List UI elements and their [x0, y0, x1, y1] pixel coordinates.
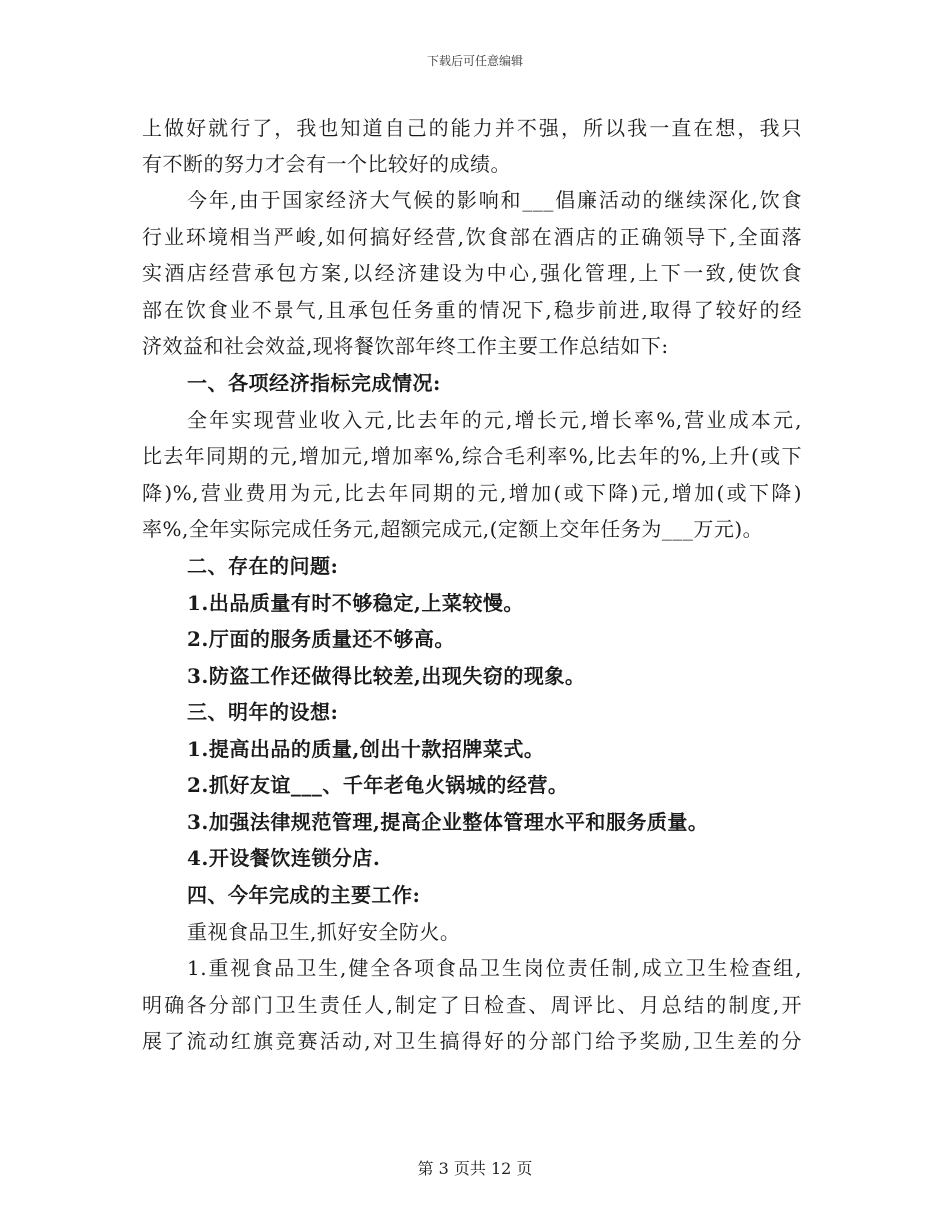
paragraph-line: 实酒店经营承包方案,以经济建设为中心,强化管理,上下一致,使饮食 — [142, 261, 802, 285]
list-item: 2.厅面的服务质量还不够高。 — [187, 627, 455, 651]
page-footer: 第 3 页共 12 页 — [417, 1159, 533, 1178]
list-item: 3.防盗工作还做得比较差,出现失窃的现象。 — [187, 664, 586, 688]
section-heading: 二、存在的问题: — [187, 554, 339, 578]
list-item: 1.出品质量有时不够稳定,上菜较慢。 — [187, 591, 524, 615]
list-item: 4.开设餐饮连锁分店. — [187, 846, 381, 870]
list-item: 1.提高出品的质量,创出十款招牌菜式。 — [187, 737, 545, 761]
paragraph-line: 明确各分部门卫生责任人,制定了日检查、周评比、月总结的制度,开 — [142, 993, 802, 1017]
paragraph-line: 部在饮食业不景气,且承包任务重的情况下,稳步前进,取得了较好的经 — [142, 298, 802, 322]
paragraph-line: 展了流动红旗竞赛活动,对卫生搞得好的分部门给予奖励,卫生差的分 — [142, 1029, 802, 1053]
section-heading: 四、今年完成的主要工作: — [187, 883, 421, 907]
paragraph-line: 比去年同期的元,增加元,增加率%,综合毛利率%,比去年的%,上升(或下 — [142, 444, 802, 468]
page-header: 下载后可任意编辑 — [426, 54, 523, 68]
section-heading: 三、明年的设想: — [187, 700, 339, 724]
paragraph-line: 全年实现营业收入元,比去年的元,增长元,增长率%,营业成本元, — [187, 408, 802, 432]
paragraph-line: 行业环境相当严峻,如何搞好经营,饮食部在酒店的正确领导下,全面落 — [142, 225, 802, 249]
paragraph-line: 降)%,营业费用为元,比去年同期的元,增加(或下降)元,增加(或下降) — [142, 481, 802, 505]
paragraph-line: 重视食品卫生,抓好安全防火。 — [187, 920, 461, 944]
list-item: 3.加强法律规范管理,提高企业整体管理水平和服务质量。 — [187, 810, 709, 834]
paragraph-line: 有不断的努力才会有一个比较好的成绩。 — [142, 152, 511, 176]
paragraph-line: 上做好就行了，我也知道自己的能力并不强，所以我一直在想，我只 — [142, 116, 802, 140]
paragraph-line: 济效益和社会效益,现将餐饮部年终工作主要工作总结如下: — [142, 334, 669, 358]
paragraph-line: 率%,全年实际完成任务元,超额完成元,(定额上交年任务为___万元)。 — [142, 517, 764, 541]
section-heading: 一、各项经济指标完成情况: — [187, 371, 441, 395]
list-item: 2.抓好友谊___、千年老龟火锅城的经营。 — [187, 773, 569, 797]
paragraph-line: 今年,由于国家经济大气候的影响和___倡廉活动的继续深化,饮食 — [187, 188, 802, 212]
paragraph-line: 1.重视食品卫生,健全各项食品卫生岗位责任制,成立卫生检查组, — [187, 956, 802, 980]
